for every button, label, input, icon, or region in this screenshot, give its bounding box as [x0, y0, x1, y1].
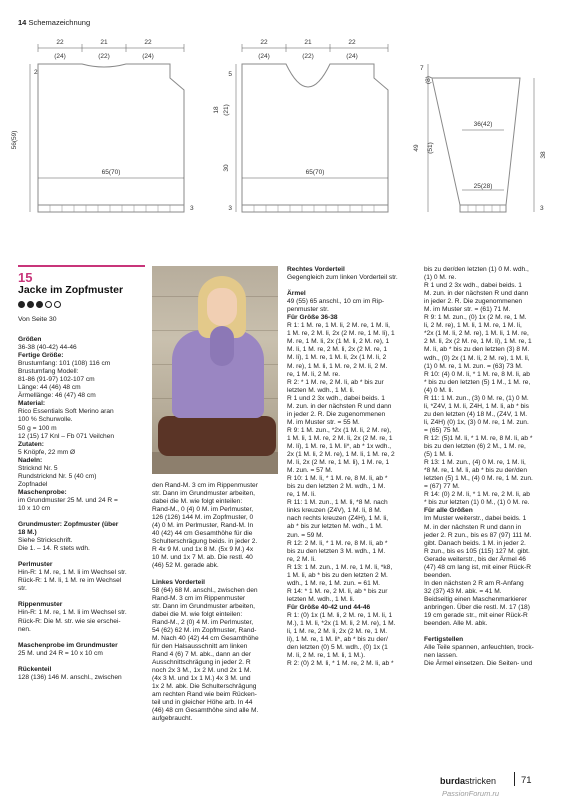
- text-line: Rück-R: Die M. str. wie sie erschei-: [18, 617, 121, 625]
- difficulty-dot-filled: [18, 301, 25, 308]
- section-heading: 18 M.): [18, 529, 37, 537]
- text-line: Zopfnadel: [18, 480, 48, 488]
- pattern-divider: [18, 265, 145, 267]
- text-line: [287, 282, 417, 290]
- section-heading: Fertigstellen: [424, 636, 464, 644]
- difficulty-rating: [18, 301, 61, 308]
- text-line: 10 M. und 1x 7 M. ab. Die restl. 40: [152, 554, 253, 562]
- text-line: *2x (1 M. li, 2 M. re), 1 M. li, 1 M. re,: [424, 330, 529, 338]
- text-line: R 2: (0) 2 M. li, * 1 M. re, 2 M. li, ab *: [287, 660, 394, 668]
- text-line: 1x 2 M. abk. Die Schulterschrägung: [152, 683, 257, 691]
- text-line: M. li, 1 M. re, 2 M. li, 2x (2 M. re, 1: [287, 346, 388, 354]
- section-heading: Material:: [18, 400, 46, 408]
- text-line: [18, 513, 146, 521]
- text-line: (46) 48 cm Gesamthöhe sind alle M.: [152, 707, 259, 715]
- instructions-column-4: [424, 266, 556, 668]
- text-line: nach rechts kreuzen (Z4H), 1 M. li,: [287, 515, 389, 523]
- text-line: 12 (15) 17 Knl – Fb 071 Veilchen: [18, 432, 115, 440]
- front-top-dim-3: 22: [348, 39, 356, 46]
- text-line: 126 (126) 144 M. im Zopfmuster, 0: [152, 514, 254, 522]
- text-line: re, 1 M. li, 2 M. re.: [287, 370, 341, 378]
- text-line: Beidseitig einen Maschenmarkierer: [424, 595, 527, 603]
- text-line: M. im Muster str. = (61) 71 M.: [424, 306, 511, 314]
- front-top-dim2-2: (22): [302, 53, 314, 60]
- text-line: Die 1. – 14. R stets wdh.: [18, 545, 90, 553]
- text-line: (4) 0 M. li.: [424, 386, 454, 394]
- section-heading: Maschenprobe im Grundmuster: [18, 641, 118, 649]
- text-line: M. zun. = 57 M.: [287, 467, 333, 475]
- front-top-dim2-1: (24): [258, 53, 270, 60]
- sleeve-length-dim: 49: [413, 144, 420, 152]
- text-line: Rundstricknd Nr. 5 (40 cm): [18, 472, 97, 480]
- text-line: 54 (62) 62 M. im Zopfmuster, Rand-: [152, 626, 257, 634]
- section-heading: Größen: [18, 336, 42, 343]
- section-heading: Grundmuster: Zopfmuster (über: [18, 521, 119, 529]
- front-body-dim: 30: [223, 164, 230, 172]
- text-line: Hin-R: 1 M. re, 1 M. li im Wechsel str.: [18, 609, 127, 617]
- text-line: [152, 571, 280, 579]
- text-line: R zun., bis es 105 (115) 127 M. gibt.: [424, 547, 530, 555]
- text-line: Rand-M., 0 (4) 0 M. im Perlmuster,: [152, 506, 254, 514]
- text-line: beenden. Alle M. abk.: [424, 620, 488, 628]
- text-line: li, 2 M. re), 1 M. li, 1 M. re, 1 M. li,: [424, 322, 522, 330]
- brand-bold: burda: [440, 776, 466, 786]
- text-line: (1) 0 M. re.: [424, 274, 457, 282]
- section-heading: Für Größe 36-38: [287, 314, 338, 322]
- text-line: R 11: 1 M. zun., 1 M. li, *8 M. nach: [287, 499, 388, 507]
- page-number: 71: [521, 775, 532, 786]
- text-line: R 1 und 2 3x wdh., dabei beids. 1: [287, 394, 385, 402]
- section-label: Schemazeichnung: [28, 18, 91, 27]
- text-line: nen lassen.: [424, 652, 458, 660]
- section-heading: Für alle Größen: [424, 507, 473, 515]
- text-line: str. Dann im Grundmuster arbeiten,: [152, 602, 255, 610]
- text-line: (5) 1 M. li.: [424, 451, 454, 459]
- back-top-dim2-2: (22): [98, 53, 110, 60]
- text-line: 128 (136) 146 M. anschl., zwischen: [18, 673, 122, 681]
- text-line: re, 1 M. li.: [287, 491, 316, 499]
- text-line: anbringen. Über die restl. M. 17 (18): [424, 603, 530, 611]
- text-line: aufgebraucht.: [152, 715, 193, 723]
- text-line: Länge: 44 (46) 48 cm: [18, 384, 81, 392]
- text-line: M. li, 2x (2 M. re, 1 M. li), 1 M. re, 1: [287, 459, 390, 467]
- watermark: PassionForum.ru: [442, 789, 500, 798]
- back-top-dim-2: 21: [100, 39, 108, 46]
- text-line: R 1: (0) 1x (1 M. li, 2 M. re, 1 M. li, 1: [287, 611, 393, 619]
- front-rib-dim: 3: [228, 205, 232, 212]
- page-reference: Von Seite 30: [18, 316, 57, 323]
- section-heading: Für Größe 40-42 und 44-46: [287, 603, 371, 611]
- text-line: * bis zur letzten (1) 0 M., (1) 0 M. re.: [424, 499, 530, 507]
- text-line: beenden.: [424, 571, 452, 579]
- section-header: [18, 18, 90, 27]
- text-line: Gegengleich zum linken Vorderteil str.: [287, 274, 398, 282]
- sleeve-length-dim2: (51): [427, 142, 434, 154]
- text-line: (46) 52 M. gerade abk.: [152, 562, 219, 570]
- text-line: M. re, 1 M. li, 2x (1 M. li, 2 M. re), 1: [287, 338, 390, 346]
- text-line: Rand 4 (6) 7 M. abk., dann an der: [152, 650, 251, 658]
- text-line: zun. = 59 M.: [287, 531, 324, 539]
- text-line: bis zu den letzten 3 M. wdh., 1 M.: [287, 547, 386, 555]
- text-line: (47) 48 cm lang ist, mit einer Rück-R: [424, 563, 531, 571]
- sleeve-upper-dim: 36(42): [473, 121, 493, 128]
- text-line: M. li), 1 M. re, 1 M. li, 2x (1 M. li, 2: [287, 354, 387, 362]
- text-line: 2x (1 M. li, 2 M. re), 1 M. li, 1 M. re, 2: [287, 451, 395, 459]
- text-line: (4x 3 M. und 1x 1 M.) 4x 3 M. und: [152, 675, 251, 683]
- back-width-dim: 65(70): [101, 169, 121, 176]
- text-line: In den nächsten 2 R am R-Anfang: [424, 579, 524, 587]
- text-line: 1 M. li, ab * bis zu den letzten 2 M.: [287, 571, 388, 579]
- instructions-column-2: [152, 482, 280, 723]
- text-line: R 12: (5)1 M. li, * 1 M. re, 8 M. li, ab *: [424, 434, 533, 442]
- back-top-dim-3: 22: [144, 39, 152, 46]
- text-line: (4) 0 M. im Perlmuster, Rand-M. In: [152, 522, 254, 530]
- sleeve-cap-dim: 7: [420, 65, 424, 72]
- section-heading: Ärmel: [287, 290, 306, 298]
- text-line: R 9: 1 M. zun., *2x (1 M. li, 2 M. re),: [287, 426, 392, 434]
- text-line: R 10: 1 M. li, * 1 M. re, 8 M. li, ab *: [287, 475, 388, 483]
- section-number: 14: [18, 18, 27, 27]
- difficulty-dot-filled: [36, 301, 43, 308]
- text-line: den letzten (0) 5 M. wdh., (0) 1x (1: [287, 644, 388, 652]
- text-line: Rico Essentials Soft Merino aran: [18, 408, 114, 416]
- text-line: dabei die M. wie folgt einteilen:: [152, 610, 243, 618]
- text-line: bis zu den letzten 2 M. wdh., 1 M.: [287, 483, 386, 491]
- sleeve-side-dim: 38: [540, 151, 547, 159]
- front-neck-dim: 5: [228, 71, 232, 78]
- text-line: li, Z4H) (0) 1x, (3) 0 M. re, 1 M. zun.: [424, 418, 529, 426]
- text-line: R 14: (0) 2 M. li, * 1 M. re, 2 M. li, ab: [424, 491, 530, 499]
- text-line: M. in der nächsten R und dann in: [424, 523, 522, 531]
- brand-rest: stricken: [465, 776, 497, 786]
- text-line: M. zun. in der nächsten R und dann: [287, 402, 392, 410]
- text-line: 40 (42) 44 cm Gesamthöhe für die: [152, 530, 253, 538]
- section-heading: Maschenprobe:: [18, 488, 67, 496]
- back-top-dim2-1: (24): [54, 53, 66, 60]
- text-line: dabei die M. wie folgt einteilen:: [152, 498, 243, 506]
- back-height-dim: 56(59): [11, 130, 18, 150]
- back-top-dim-1: 22: [56, 39, 64, 46]
- front-top-dim-2: 21: [304, 39, 312, 46]
- text-line: li), 1 M. re, 1 M. li*, ab * bis zu der/: [287, 636, 388, 644]
- text-line: 5 Knöpfe, 22 mm Ø: [18, 448, 76, 456]
- section-heading: Rückenteil: [18, 665, 52, 673]
- text-line: 58 (64) 68 M. anschl., zwischen den: [152, 586, 258, 594]
- text-line: [424, 628, 556, 636]
- text-line: letzten M. wdh., 1 M. li.: [287, 595, 355, 603]
- difficulty-dot-empty: [54, 301, 61, 308]
- text-line: Die Ärmel einsetzen. Die Seiten- und: [424, 660, 533, 668]
- text-line: M. Nach 40 (42) 44 cm Gesamthöhe: [152, 634, 259, 642]
- text-line: Rand-M. 3 cm im Rippenmuster: [152, 594, 246, 602]
- text-line: * bis zu den letzten (5) 1 M., 1 M. re,: [424, 378, 531, 386]
- text-line: bis zu der/den letzten (1) 0 M. wdh.,: [424, 266, 529, 273]
- text-line: str. Dann im Grundmuster arbeiten,: [152, 490, 255, 498]
- text-line: penmuster str.: [287, 306, 329, 314]
- text-line: R 12: 2 M. li, * 1 M. re, 8 M. li, ab *: [287, 539, 388, 547]
- back-top-dim2-3: (24): [142, 53, 154, 60]
- text-line: M. li, 2 M. re, 1 M. li, 1 M.).: [287, 652, 366, 660]
- text-line: R 13: 1 M. zun., 1 M. re, 1 M. li, *k8,: [287, 563, 393, 571]
- text-line: 2 M. li, 2x (2 M. re, 1 M. li), 1 M. re, 1: [424, 338, 532, 346]
- back-neck-dim: 2: [34, 69, 38, 76]
- text-line: Stricknd Nr. 5: [18, 464, 58, 472]
- text-line: im Grundmuster 25 M. und 24 R =: [18, 496, 118, 504]
- text-line: Rück-R: 1 M. li, 1 M. re im Wechsel: [18, 577, 122, 585]
- sleeve-schematic: [413, 64, 547, 212]
- text-line: Brustumfang Modell:: [18, 368, 79, 376]
- sleeve-cap-dim2: (8): [425, 76, 432, 84]
- text-line: 10 x 10 cm: [18, 504, 51, 512]
- footer-separator: [514, 772, 515, 786]
- section-heading: Linkes Vorderteil: [152, 578, 206, 586]
- schematic-drawing: [0, 30, 563, 245]
- text-line: zu den letzten (4) 18 M., (Z4V, 1 M.: [424, 410, 528, 418]
- model-photo: [152, 266, 278, 474]
- text-line: str.: [18, 585, 27, 593]
- text-line: 32 (37) 43 M. abk. = 41 M.: [424, 587, 502, 595]
- text-line: wdh., (0) 2x (1 M. li, 2 M. re), 1 M. li,: [424, 354, 530, 362]
- sleeve-lower-dim: 25(28): [473, 183, 493, 190]
- text-line: letzten (5) 1 M., (4) 0 M. re, 1 M. zun.: [424, 475, 533, 483]
- pattern-title: Jacke im Zopfmuster: [18, 284, 124, 296]
- text-line: Alle Teile spannen, anfeuchten, trock-: [424, 644, 534, 652]
- pattern-number: 15: [18, 270, 33, 285]
- front-armhole-dim2: (21): [223, 104, 230, 116]
- text-line: Siehe Strickschrift.: [18, 537, 73, 545]
- text-line: R 9: 1 M. zun., (0) 1x (2 M. re, 1 M.: [424, 314, 527, 322]
- text-line: in jeder 2. R. Die zugenommenen: [424, 298, 523, 306]
- text-line: 100 % Schurwolle.: [18, 416, 73, 424]
- text-line: Hin-R: 1 M. re, 1 M. li im Wechsel str.: [18, 569, 127, 577]
- text-line: R 1: 1 M. re, 1 M. li, 2 M. re, 1 M. li,: [287, 322, 390, 330]
- text-line: M. zun. in der nächsten R und dann: [424, 290, 529, 298]
- instructions-column-1: [18, 336, 146, 682]
- footer-brand: [440, 776, 496, 786]
- text-line: *8 M. re, 1 M. li, ab * bis zu der/den: [424, 467, 527, 475]
- text-line: li, *Z4V, 1 M. li, Z4H, 1 M. li, ab * bis: [424, 402, 529, 410]
- front-top-dim2-3: (24): [346, 53, 358, 60]
- text-line: bis zu den letzten (6) 2 M., 1 M. re,: [424, 443, 526, 451]
- text-line: nen.: [18, 625, 31, 633]
- text-line: 50 g = 100 m: [18, 424, 57, 432]
- text-line: 19 cm gerade str., mit einer Rück-R: [424, 612, 528, 620]
- text-line: R 14: * 1 M. re, 2 M. li, ab * bis zur: [287, 587, 388, 595]
- text-line: Brustumfang: 101 (108) 116 cm: [18, 360, 111, 368]
- text-line: [18, 658, 146, 666]
- text-line: für den Halsausschnitt am linken: [152, 642, 248, 650]
- text-line: ab * bis zur letzten M. wdh., 1 M.: [287, 523, 383, 531]
- text-line: [18, 553, 146, 561]
- text-line: M. li), 1 M. re, 1 M. li*, ab * 1x wdh.,: [287, 442, 392, 450]
- back-piece-schematic: [11, 39, 194, 212]
- text-line: noch 2x 3 M., 1x 2 M. und 2x 1 M.: [152, 667, 252, 675]
- text-line: Gerade weiterstr., bis der Ärmel 46: [424, 555, 526, 563]
- text-line: [18, 634, 146, 642]
- text-line: letzten M. wdh., 1 M. li.: [287, 386, 355, 394]
- text-line: 1 M. re, 2 M. li, 2x (2 M. re, 1 M. li), 1: [287, 330, 395, 338]
- text-line: R 13: 1 M. zun., (4) 0 M. re, 1 M. li,: [424, 459, 526, 467]
- text-line: (1) 0 M. re, 1 M. zun. = (63) 73 M.: [424, 362, 523, 370]
- text-line: jeder 2. R zun., bis es 87 (97) 111 M.: [424, 531, 532, 539]
- text-line: Rand-M., 2 (0) 4 M. im Perlmuster,: [152, 618, 254, 626]
- text-line: = (65) 75 M.: [424, 426, 460, 434]
- text-line: R 1 und 2 3x wdh., dabei beids. 1: [424, 282, 522, 290]
- difficulty-dot-empty: [45, 301, 52, 308]
- section-heading: Perlmuster: [18, 561, 53, 569]
- text-line: [18, 593, 146, 601]
- front-width-dim: 65(70): [305, 169, 325, 176]
- text-line: R 10: (4) 0 M. li, * 1 M. re, 8 M. li, ab: [424, 370, 530, 378]
- text-line: teil und in gleicher Höhe arb. In 44: [152, 699, 253, 707]
- section-heading: Rechtes Vorderteil: [287, 266, 345, 273]
- text-line: 81-86 (91-97) 102-107 cm: [18, 376, 95, 384]
- section-heading: Nadeln:: [18, 456, 43, 464]
- text-line: wdh., 1 M. re, 1 M. zun. = 61 M.: [287, 579, 380, 587]
- text-line: M. re), 1 M. li, 1 M. re, 2 M. li, 2 M.: [287, 362, 388, 370]
- text-line: 49 (55) 65 anschl., 10 cm im Rip-: [287, 298, 385, 306]
- text-line: 36-38 (40-42) 44-46: [18, 344, 77, 352]
- difficulty-dot-filled: [27, 301, 34, 308]
- text-line: am rechten Rand wie beim Rücken-: [152, 691, 257, 699]
- text-line: Ärmellänge: 46 (47) 48 cm: [18, 392, 96, 400]
- text-line: R 4x 9 M. und 1x 8 M. (5x 9 M.) 4x: [152, 546, 254, 554]
- text-line: den Rand-M. 3 cm im Rippenmuster: [152, 482, 258, 489]
- text-line: li, 1 M. re, 2 M. li, 2x (2 M. re, 1 M.: [287, 628, 388, 636]
- text-line: R 2: * 1 M. re, 2 M. li, ab * bis zur: [287, 378, 384, 386]
- text-line: M. im Muster str. = 55 M.: [287, 418, 360, 426]
- text-line: Im Muster weiterstr., dabei beids. 1: [424, 515, 527, 523]
- text-line: M.), 1 M. li, *2x (1 M. li, 2 M. re), 1 M.: [287, 620, 396, 628]
- back-rib-dim: 3: [190, 205, 194, 212]
- section-heading: Rippenmuster: [18, 601, 63, 609]
- front-piece-schematic: [213, 39, 388, 212]
- text-line: = (67) 77 M.: [424, 483, 460, 491]
- section-heading: Zutaten:: [18, 440, 45, 448]
- text-line: M. li, ab * bis zu den letzten (3) 8 M.: [424, 346, 530, 354]
- text-line: in jeder 2. R. Die zugenommenen: [287, 410, 386, 418]
- text-line: gibt. Danach beids. 1 M. in jeder 2.: [424, 539, 526, 547]
- front-armhole-dim: 18: [213, 106, 220, 114]
- text-line: Schulterschrägung beids. in jeder 2.: [152, 538, 258, 546]
- text-line: Ausschnittschrägung in jeder 2. R: [152, 658, 251, 666]
- text-line: re, 2 M. li.: [287, 555, 316, 563]
- instructions-column-3: [287, 266, 417, 668]
- sleeve-rib-dim: 3: [540, 205, 544, 212]
- text-line: 25 M. und 24 R = 10 x 10 cm: [18, 649, 103, 657]
- text-line: 1 M. li, 1 M. re, 2 M. li, 2x (2 M. re, 1: [287, 434, 393, 442]
- front-top-dim-1: 22: [260, 39, 268, 46]
- text-line: R 11: 1 M. zun., (3) 0 M. re, (1) 0 M.: [424, 394, 529, 402]
- text-line: links kreuzen (Z4V), 1 M. li, 8 M.: [287, 507, 382, 515]
- section-heading: Fertige Größe:: [18, 352, 64, 360]
